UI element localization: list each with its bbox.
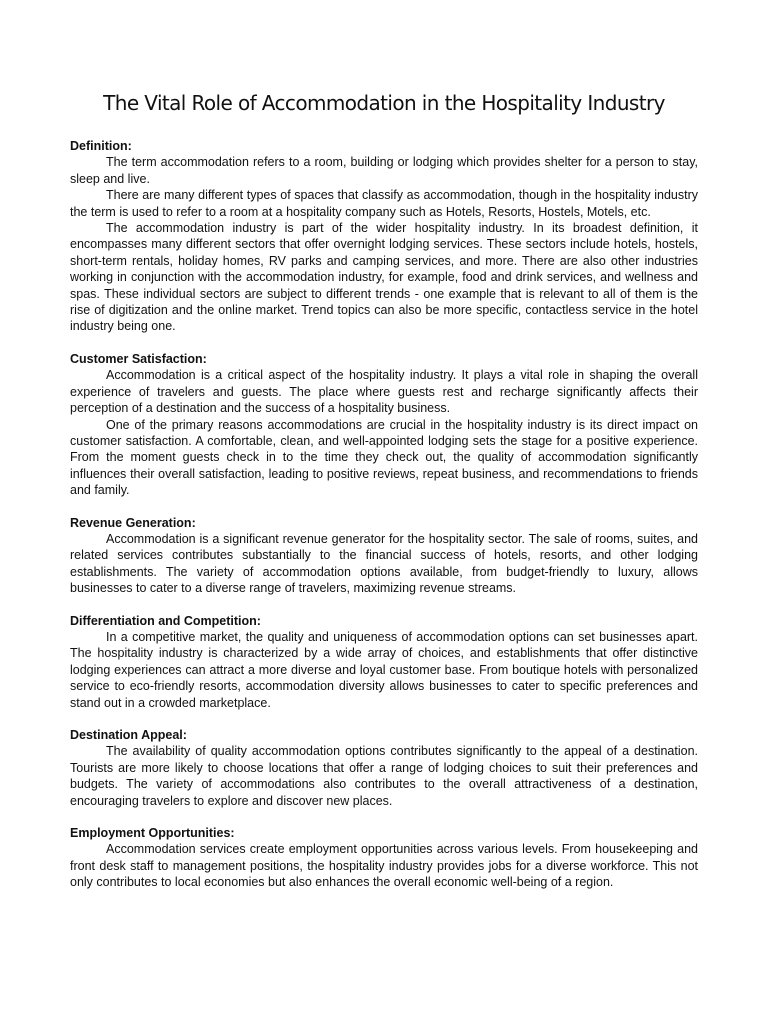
section-heading: Differentiation and Competition:	[70, 613, 261, 628]
paragraph: The availability of quality accommodation options contributes significantly to the appeal of a destination. Tourists are more likely to choose locations that offer a range of lodging choices to suit their preferences and budgets. The variety of accommodations also contributes to the overall attractiveness of a destination, encouraging travelers to explore and discover new places.	[70, 744, 698, 808]
paragraph: Accommodation is a critical aspect of the hospitality industry. It plays a vital role in shaping the overall experience of travelers and guests. The place where guests rest and recharge significantly affects their perception of a destination and the success of a hospitality business.	[70, 368, 698, 416]
section-heading: Destination Appeal:	[70, 728, 187, 742]
section-definition	[70, 138, 698, 335]
section-heading: Definition:	[70, 139, 132, 153]
paragraph: In a competitive market, the quality and uniqueness of accommodation options can set businesses apart. The hospitality industry is characterized by a wide array of choices, and establishments that offer distinctive lodging experiences can attract a more diverse and loyal customer base. From boutique hotels with personalized service to eco-friendly resorts, accommodation diversity allows businesses to cater to specific preferences and stand out in a crowded marketplace.	[70, 629, 698, 710]
section-employment-opportunities	[70, 825, 698, 891]
section-heading: Customer Satisfaction:	[70, 351, 207, 366]
section-revenue-generation	[70, 515, 698, 597]
paragraph: The term accommodation refers to a room, building or lodging which provides shelter for a person to stay, sleep and live.	[70, 155, 698, 186]
paragraph: Accommodation services create employment opportunities across various levels. From housekeeping and front desk staff to management positions, the hospitality industry provides jobs for a diverse workforce. This not only contributes to local economies but also enhances the overall economic well-being of a region.	[70, 842, 698, 890]
paragraph: The accommodation industry is part of the wider hospitality industry. In its broadest definition, it encompasses many different sectors that offer overnight lodging services. These sectors include hotels, hostels, short-term rentals, holiday homes, RV parks and camping services, and more. There are also other industries working in conjunction with the accommodation industry, for example, food and drink services, and wellness and spas. These individual sectors are subject to different trends - one example that is relevant to all of them is the rise of digitization and the online market. Trend topics can also be more specific, contactless service in the hotel industry being one.	[70, 221, 698, 334]
paragraph: One of the primary reasons accommodations are crucial in the hospitality industry is its direct impact on customer satisfaction. A comfortable, clean, and well-appointed lodging sets the stage for a positive experience. From the moment guests check in to the time they check out, the quality of accommodation significantly influences their overall satisfaction, leading to positive reviews, repeat business, and recommendations to friends and family.	[70, 417, 698, 498]
section-differentiation-competition	[70, 613, 698, 711]
section-heading: Employment Opportunities:	[70, 826, 235, 841]
document-title: The Vital Role of Accommodation in the Hospitality Industry	[103, 91, 665, 115]
section-customer-satisfaction	[70, 351, 698, 499]
section-heading: Revenue Generation:	[70, 515, 196, 530]
section-destination-appeal	[70, 727, 698, 809]
paragraph: There are many different types of spaces that classify as accommodation, though in the hospitality industry the term is used to refer to a room at a hospitality company such as Hotels, Resorts, Hostels, Motels, etc.	[70, 188, 698, 219]
paragraph: Accommodation is a significant revenue generator for the hospitality sector. The sale of rooms, suites, and related services contributes substantially to the financial success of hotels, resorts, and other lodging establishments. The variety of accommodation options available, from budget-friendly to luxury, allows businesses to cater to a diverse range of travelers, maximizing revenue streams.	[70, 531, 698, 596]
